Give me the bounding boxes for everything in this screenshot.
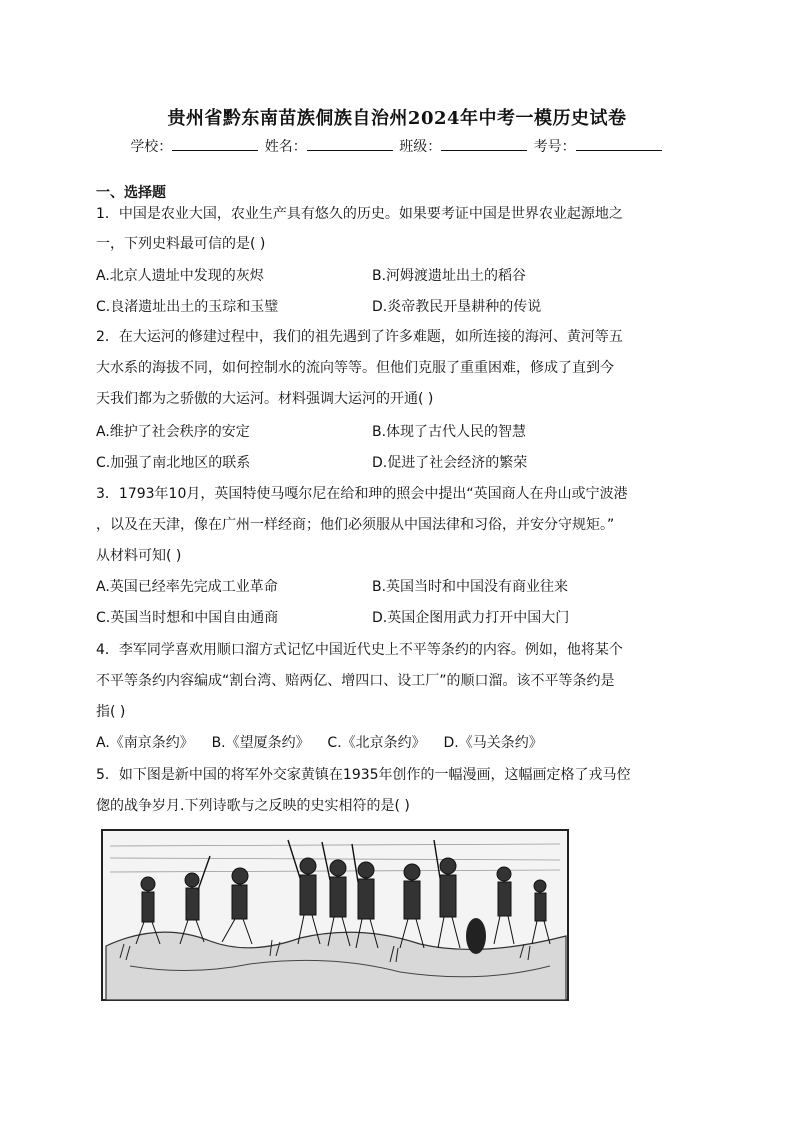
cartoon-illustration <box>100 826 572 1004</box>
q1-option-a: A.北京人遗址中发现的灰烬 <box>96 268 264 284</box>
q3-option-b: B.英国当时和中国没有商业往来 <box>372 579 569 595</box>
q3-stem-line2: ，以及在天津，像在广州一样经商；他们必须服从中国法律和习俗，并安分守规矩。” <box>96 517 615 533</box>
q3-option-c: C.英国当时想和中国自由通商 <box>96 610 279 626</box>
name-label: 姓名： <box>264 139 307 155</box>
q2-option-a: A.维护了社会秩序的安定 <box>96 424 250 440</box>
q3-stem-line3: 从材料可知( ) <box>96 548 182 564</box>
q3-stem-line1: 3．1793年10月，英国特使马嘎尔尼在给和珅的照会中提出“英国商人在舟山或宁波港 <box>96 486 628 502</box>
q4-options: A.《南京条约》 B.《望厦条约》 C.《北京条约》 D.《马关条约》 <box>96 735 543 751</box>
q2-stem-line3: 天我们都为之骄傲的大运河。材料强调大运河的开通( ) <box>96 391 434 407</box>
q2-option-b: B.体现了古代人民的智慧 <box>372 424 527 440</box>
class-label: 班级： <box>399 139 442 155</box>
number-label: 考号： <box>533 139 576 155</box>
q4-stem-line3: 指( ) <box>96 704 126 720</box>
q1-stem-line2: 一，下列史料最可信的是( ) <box>96 236 266 252</box>
q4-stem-line2: 不平等条约内容编成“割台湾、赔两亿、增四口、设工厂”的顺口溜。该不平等条约是 <box>96 673 615 689</box>
section-heading: 一、选择题 <box>96 185 166 201</box>
q2-stem-line2: 大水系的海拔不同，如何控制水的流向等等。但他们克服了重重困难，修成了直到今 <box>96 360 614 376</box>
q5-stem-line2: 偬的战争岁月.下列诗歌与之反映的史实相符的是( ) <box>96 798 410 814</box>
q1-option-b: B.河姆渡遗址出土的稻谷 <box>372 268 527 284</box>
class-blank[interactable] <box>441 136 527 151</box>
q1-option-c: C.良渚遗址出土的玉琮和玉璧 <box>96 299 279 315</box>
q2-option-d: D.促进了社会经济的繁荣 <box>372 455 528 471</box>
q1-stem-line1: 1．中国是农业大国，农业生产具有悠久的历史。如果要考证中国是世界农业起源地之 <box>96 206 623 222</box>
barrel-shape <box>466 918 486 954</box>
q2-option-c: C.加强了南北地区的联系 <box>96 455 251 471</box>
q4-stem-line1: 4．李军同学喜欢用顺口溜方式记忆中国近代史上不平等条约的内容。例如，他将某个 <box>96 642 623 658</box>
q1-option-d: D.炎帝教民开垦耕种的传说 <box>372 299 542 315</box>
school-blank[interactable] <box>172 136 258 151</box>
school-label: 学校： <box>130 139 173 155</box>
name-blank[interactable] <box>307 136 393 151</box>
number-blank[interactable] <box>576 136 662 151</box>
q3-option-d: D.英国企图用武力打开中国大门 <box>372 610 570 626</box>
q2-stem-line1: 2．在大运河的修建过程中，我们的祖先遇到了许多难题，如所连接的海河、黄河等五 <box>96 329 623 345</box>
q5-stem-line1: 5．如下图是新中国的将军外交家黄镇在1935年创作的一幅漫画，这幅画定格了戎马倥 <box>96 767 631 783</box>
student-info-row <box>0 136 794 156</box>
q3-option-a: A.英国已经率先完成工业革命 <box>96 579 278 595</box>
exam-title: 贵州省黔东南苗族侗族自治州2024年中考一模历史试卷 <box>167 108 627 129</box>
